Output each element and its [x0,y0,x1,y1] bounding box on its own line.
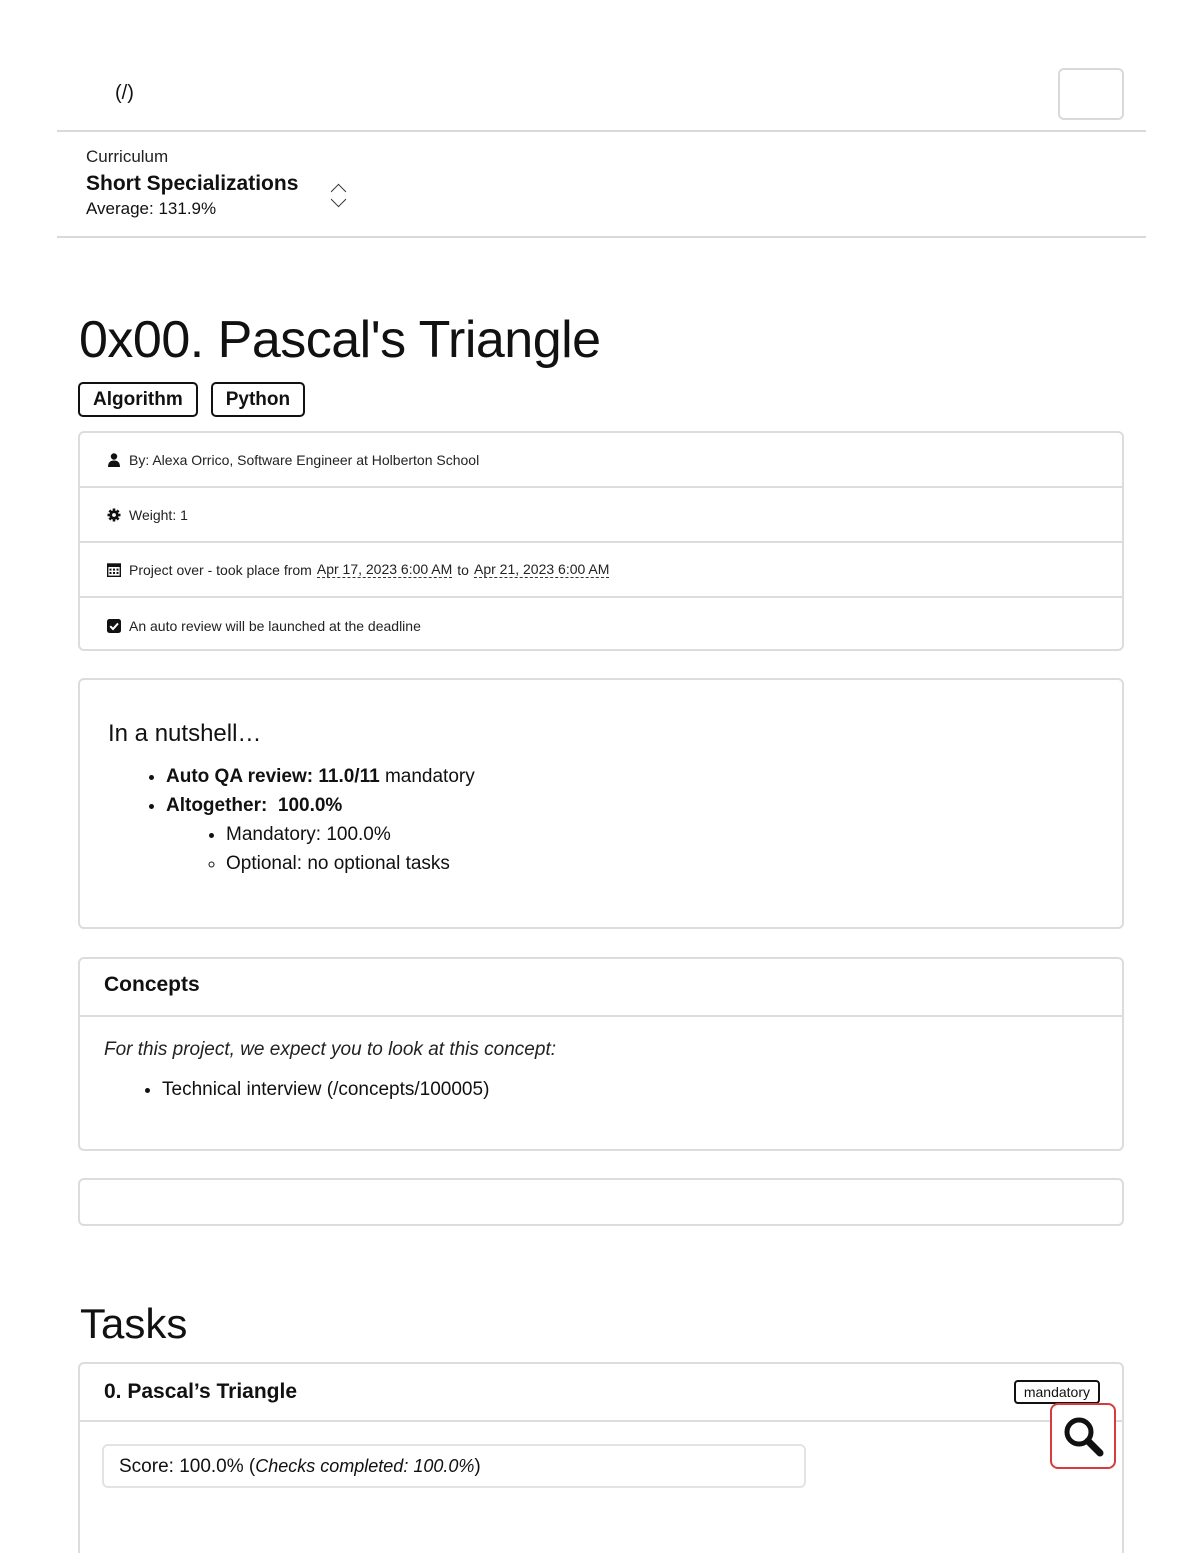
concepts-body [80,1017,1122,1123]
curriculum-label: Curriculum [86,147,169,166]
meta-author-row [80,433,1122,488]
meta-review-row [80,598,1122,653]
curriculum-selector[interactable] [57,132,1146,238]
qa-value: 11.0/11 [318,766,380,787]
qa-label: Auto QA review: [166,766,314,787]
meta-auto-review: An auto review will be launched at the deadline [129,617,421,634]
curriculum-average: Average: 131.9% [86,199,217,218]
start-date: Apr 17, 2023 6:00 AM [316,561,453,577]
tag-algorithm: Algorithm [78,382,198,417]
checks-completed: Checks completed: 100.0% [255,1456,475,1476]
search-button[interactable] [1050,1403,1116,1469]
qa-suffix: mandatory [384,766,475,787]
task-title: 0. Pascal’s Triangle [104,1380,297,1403]
nutshell-title: In a nutshell… [108,720,262,747]
checkbox-checked-icon [106,618,122,634]
meta-dates-prefix: Project over - took place from [129,561,312,578]
home-link[interactable]: (/) [115,82,134,104]
task-score: Score: 100.0% (Checks completed: 100.0%) [102,1444,806,1488]
concept-link[interactable]: • Technical interview (/concepts/100005) [162,1079,1098,1101]
score-label: Score: 100.0% [119,1456,244,1477]
mandatory-badge: mandatory [1014,1380,1100,1404]
nutshell-sublist [226,820,1094,878]
top-navbar [57,54,1146,132]
list-item [166,762,1094,791]
concepts-card [78,957,1124,1151]
end-date: Apr 21, 2023 6:00 AM [473,561,610,577]
page-title: 0x00. Pascal's Triangle [79,311,601,369]
user-icon [106,452,122,468]
optional-score: ◦ Optional: no optional tasks [226,849,1094,878]
curriculum-toggle-icon[interactable] [331,180,347,214]
concepts-intro: For this project, we expect you to look at this concept: [104,1039,557,1060]
mandatory-score: • Mandatory: 100.0% [226,820,1094,849]
meta-weight-row [80,488,1122,543]
meta-dates-row [80,543,1122,598]
altogether-label: Altogether: [166,795,268,816]
meta-dates-to: to [457,561,469,578]
concepts-title: Concepts [80,959,1122,1017]
tag-python: Python [211,382,305,417]
curriculum-name: Short Specializations [86,172,299,195]
list-item [166,791,1094,878]
project-tags [78,382,305,417]
nutshell-card [78,678,1124,929]
meta-weight: Weight: 1 [129,506,188,523]
project-meta-card [78,431,1124,651]
meta-author: By: Alexa Orrico, Software Engineer at Holberton School [129,451,480,468]
search-icon [1061,1414,1105,1458]
task-card [78,1362,1124,1553]
task-header [80,1364,1122,1422]
nutshell-list [166,762,1094,878]
altogether-value: 100.0% [277,795,343,816]
gear-icon [106,507,122,523]
concepts-list [162,1079,1098,1101]
empty-panel [78,1178,1124,1226]
menu-button[interactable] [1058,68,1124,120]
tasks-title: Tasks [80,1300,188,1347]
calendar-icon [106,562,122,578]
